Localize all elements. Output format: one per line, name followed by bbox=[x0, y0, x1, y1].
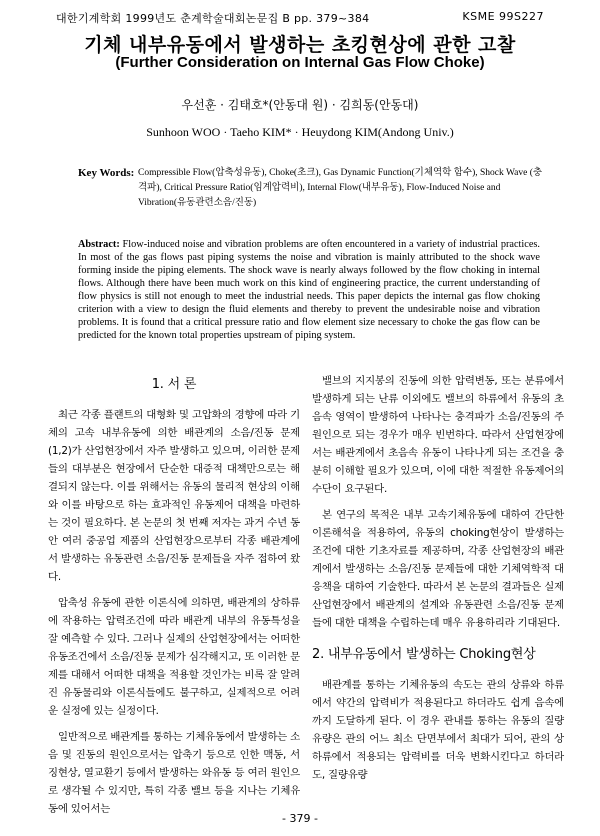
paragraph: 최근 각종 플랜트의 대형화 및 고압화의 경향에 따라 기체의 고속 내부유동에 의한 배관계의 소음/진동 문제(1,2)가 산업현장에서 자주 발생하고 있으며, 이러한 문제들의 대부분은 현장에서 단순한 대증적 대책만으로는 해결되지 않는다. 이를 위해서는 유동의 물리적 현상의 이해와 이를 바탕으로 하는 효과적인 유동제어 대책을 마련하는 것이 필요하다. 본 논문의 첫 번째 저자는 과거 수년 동안 여러 중공업 제품의 산업현장으로부터 각종 배관계에서 발생하는 유동관련 소음/진동 문제들을 자주 접하여 왔다. bbox=[48, 409, 300, 583]
paper-title-english: (Further Consideration on Internal Gas Flow Choke) bbox=[115, 54, 485, 71]
paper-code: KSME 99S227 bbox=[462, 10, 544, 23]
keywords-label: Key Words: bbox=[78, 167, 135, 179]
keywords-text: Compressible Flow(압축성유동), Choke(초크), Gas Dynamic Function(기체역학 함수), Shock Wave (충격파), Critical Pressure Ratio(임계압력비), Internal Flow(내부유동), Flow-Induced Noise and Vibration(유동관련소음/진동) bbox=[138, 168, 543, 208]
paper-title-korean: 기체 내부유동에서 발생하는 초킹현상에 관한 고찰 bbox=[84, 34, 516, 56]
paragraph: 밸브의 지지봉의 진동에 의한 압력변동, 또는 분류에서 발생하게 되는 난류 이외에도 밸브의 하류에서 유동의 초음속 영역이 발생하여 나타나는 충격파가 소음/진동의 주원인으로 되는 경우가 매우 빈번하다. 따라서 산업현장에서는 배관계에서 초음속 유동이 나타나게 되는 조건을 충분히 이해할 필요가 있으며, 이에 대한 적절한 유동제어의 수단이 요구된다. bbox=[312, 375, 564, 495]
paragraph: 본 연구의 목적은 내부 고속기체유동에 대하여 간단한 이론해석을 적용하여, 유동의 choking현상이 발생하는 조건에 대한 기초자료를 제공하며, 각종 산업현장의 배관계에서 발생하는 소음/진동 문제들에 대한 기체역학적 대응책을 대하여 기술한다. 따라서 본 논문의 결과들은 실제 산업현장에서 배관계의 설계와 유동관련 소음/진동 문제들에 대한 대책을 수립하는데 매우 유용하리라 기대된다. bbox=[312, 509, 564, 629]
running-header bbox=[56, 10, 544, 26]
paragraph: 압축성 유동에 관한 이론식에 의하면, 배관계의 상하류에 작용하는 압력조건에 따라 배관계 내부의 유동특성을 잘 예측할 수 있다. 그러나 실제의 산업현장에서는 어떠한 유동조건에서 소음/진동 문제가 심각해지고, 또 이러한 문제를 대해서 어떠한 대책을 적용할 것인가는 비록 잘 알려진 유동물리와 이론식들에도 불구하고, 실제적으로 어려운 실정에 있는 실정이다. bbox=[48, 597, 300, 717]
paragraph: 배관계를 통하는 기체유동의 속도는 관의 상류와 하류에서 약간의 압력비가 적용된다고 하더라도 쉽게 음속에까지 도달하게 된다. 이 경우 관내를 통하는 유동의 질량유량은 관의 어느 최소 단면부에서 최대가 되어, 관의 상하류에서 적용되는 압력비를 더욱 변화시킨다고 하더라도, 질량유량 bbox=[312, 679, 564, 781]
journal-info: 대한기계학회 1999년도 춘계학술대회논문집 B pp. 379~384 bbox=[56, 12, 370, 25]
authors-korean: 우선훈 · 김태호*(안동대 원) · 김희동(안동대) bbox=[181, 98, 419, 112]
abstract-block bbox=[78, 238, 540, 342]
authors-english: Sunhoon WOO · Taeho KIM* · Heuydong KIM(Andong Univ.) bbox=[146, 125, 454, 139]
section-2-title: 2. 내부유동에서 발생하는 Choking현상 bbox=[312, 647, 536, 662]
keywords-block bbox=[78, 166, 546, 211]
body-column-left bbox=[48, 372, 300, 826]
paragraph: 일반적으로 배관계를 통하는 기체유동에서 발생하는 소음 및 진동의 원인으로서는 압축기 등으로 인한 맥동, 서징현상, 열교환기 등에서 발생하는 와유동 등 여러 원인으로 생각될 수 있지만, 특히 각종 밸브 등을 지나는 기체유동에 있어서는 bbox=[48, 731, 300, 815]
abstract-label: Abstract: bbox=[78, 239, 120, 250]
body-column-right bbox=[312, 372, 564, 792]
abstract-text: Flow-induced noise and vibration problems are often encountered in a variety of industrial practices. In most of the gas flows past piping systems the noise and vibration is mainly attributed to the shock wave forming inside the piping elements. The shock wave is nearly always followed by the flow choking in internal flows. Although there have been much work on this kind of engineering practice, the current understanding of flow physics is still not enough to meet the industrial needs. This paper depicts the internal gas flow choking criterion with a view to design the fluid elements and thereby to prevent the undesirable noise and vibration problems. It is found that a critical pressure ratio and flow element size necessary to choke the gas flow can be predicted for the known total properties upstream of piping system. bbox=[78, 239, 540, 341]
page-number: - 379 - bbox=[282, 812, 318, 825]
section-1-title: 1. 서 론 bbox=[151, 377, 197, 392]
